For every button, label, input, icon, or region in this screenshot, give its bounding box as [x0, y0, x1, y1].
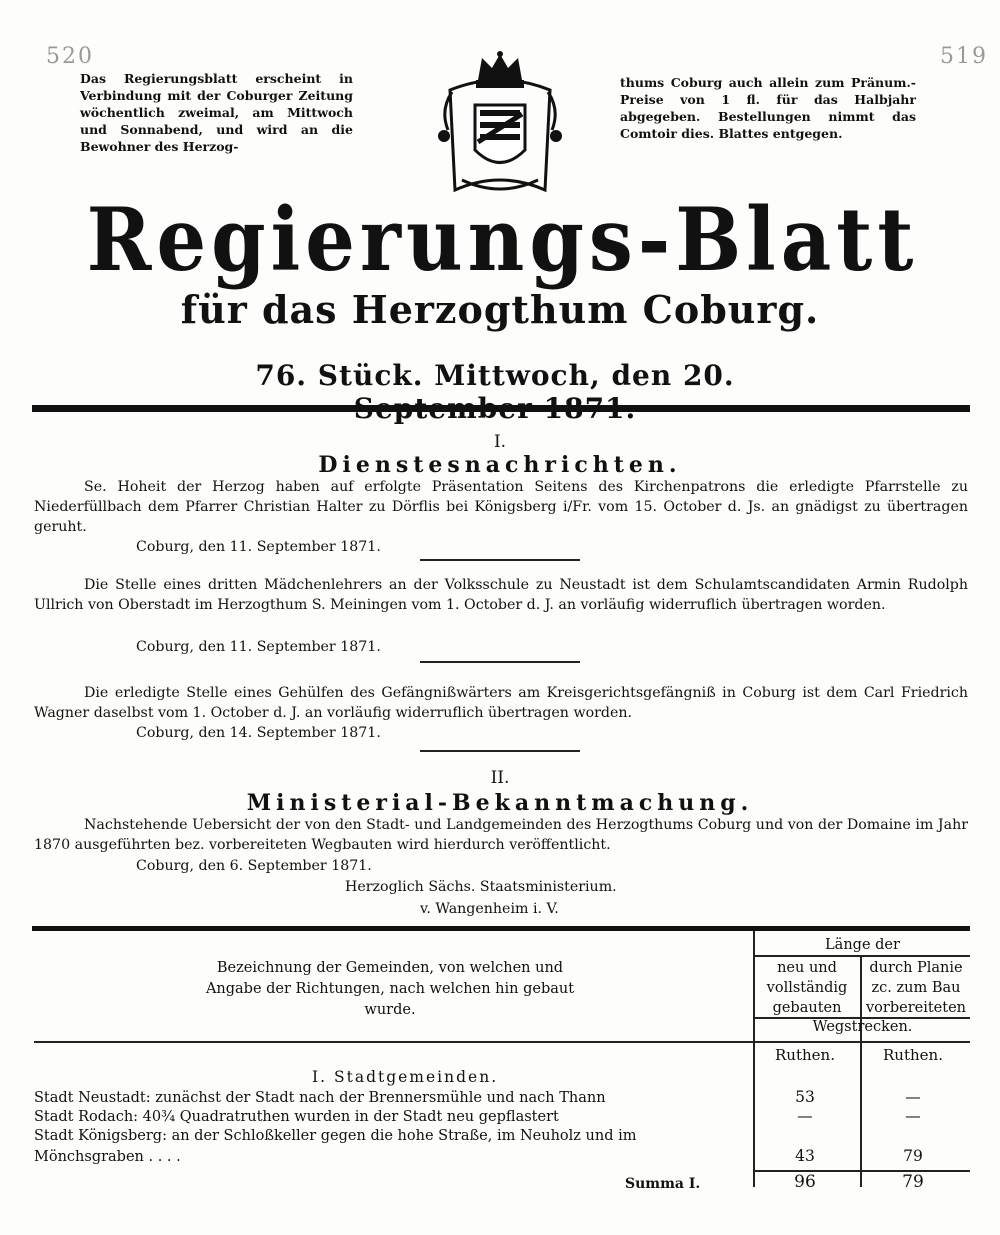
table-sum-prepared: 79 [902, 1172, 924, 1192]
header-note-left: Das Regierungsblatt erscheint in Verbindung mit der Coburger Zeitung wöchentlich zweimal, am Mittwoch und Sonnabend, und wird an die Bewohner des Herzog- [80, 71, 353, 154]
table-group-title: I. Stadtgemeinden. [312, 1068, 499, 1086]
table-cell-built: — [797, 1107, 813, 1125]
table-header-description: Bezeichnung der Gemeinden, von welchen und Angabe der Richtungen, nach welchen hin gebaut wurde. [205, 960, 575, 1018]
table-top-rule [32, 926, 970, 931]
faded-page-number-left: 520 [46, 44, 94, 69]
ministry-signature: Herzoglich Sächs. Staatsministerium. [345, 879, 617, 895]
notice-date-1: Coburg, den 11. September 1871. [136, 539, 381, 555]
table-cell-prepared: — [905, 1107, 921, 1125]
divider [420, 750, 580, 752]
table-sum-label: Summa I. [625, 1176, 701, 1192]
announcement-paragraph: Nachstehende Uebersicht der von den Stadt- und Landgemeinden des Herzogthums Coburg und von der Domaine im Jahr 1870 ausgeführten bez. vorbereiteten Wegbauten wird hierdurch veröffentlicht. [34, 817, 968, 853]
table-row: Stadt Königsberg: an der Schloßkeller gegen die hohe Straße, im Neuholz und im Mönchsgraben . . . . [34, 1128, 637, 1165]
faded-page-number-right: 519 [940, 44, 988, 69]
issue-line: 76. Stück. Mittwoch, den 20. [255, 359, 735, 392]
header-note-right: thums Coburg auch allein zum Pränum.-Preise von 1 fl. für das Halbjahr abgegeben. Bestellungen nimmt das Comtoir dies. Blattes entgegen. [620, 75, 916, 141]
table-cell-built: 53 [795, 1088, 815, 1106]
table-sum-built: 96 [794, 1172, 816, 1192]
table-column-divider [753, 931, 755, 1187]
table-header-group: Länge der [825, 937, 900, 953]
table-row: Stadt Rodach: 40¾ Quadratruthen wurden in der Stadt neu gepflastert [34, 1109, 559, 1125]
divider [420, 661, 580, 663]
notice-paragraph-2: Die Stelle eines dritten Mädchenlehrers an der Volksschule zu Neustadt ist dem Schulamtscandidaten Armin Rudolph Ullrich von Oberstadt im Herzogthum S. Meiningen vom 1. October d. J. an vorläufig widerruflich übertragen worden. [34, 577, 968, 613]
section-number: I. [493, 432, 507, 452]
notice-date-3: Coburg, den 14. September 1871. [136, 725, 381, 741]
ducal-coat-of-arms [430, 50, 570, 200]
table-header-built: neu und vollständig gebauten [766, 960, 848, 1016]
table-header-prepared: durch Planie zc. zum Bau vorbereiteten [865, 960, 967, 1016]
unit-label: Ruthen. [883, 1046, 943, 1064]
table-cell-prepared: — [905, 1088, 921, 1106]
minister-signature: v. Wangenheim i. V. [420, 901, 559, 917]
section-heading: Ministerial-Bekanntmachung. [246, 790, 754, 816]
announcement-date: Coburg, den 6. September 1871. [136, 858, 372, 874]
notice-paragraph-3: Die erledigte Stelle eines Gehülfen des Gefängnißwärters am Kreisgerichtsgefängniß in Coburg ist dem Carl Friedrich Wagner daselbst vom 1. October d. J. an vorläufig widerruflich übertragen worden. [34, 685, 968, 721]
masthead-title: Regierungs-Blatt [86, 189, 919, 292]
table-cell-prepared: 79 [903, 1147, 923, 1165]
table-header-rule [753, 955, 970, 957]
unit-label: Ruthen. [775, 1046, 835, 1064]
notice-date-2: Coburg, den 11. September 1871. [136, 639, 381, 655]
section-number: II. [490, 768, 510, 788]
table-header-footer: Wegstrecken. [812, 1019, 913, 1035]
notice-paragraph-1: Se. Hoheit der Herzog haben auf erfolgte Präsentation Seitens des Kirchenpatrons die erledigte Pfarrstelle zu Niederfüllbach dem Pfarrer Christian Halter zu Dörflis bei Königsberg i/Fr. vom 15. October d. Js. an gnädigst zu übertragen geruht. [34, 479, 968, 535]
table-header-bottom-rule [34, 1041, 970, 1043]
table-row: Stadt Neustadt: zunächst der Stadt nach der Brennersmühle und nach Thann [34, 1090, 606, 1106]
masthead-subtitle: für das Herzogthum Coburg. [180, 287, 820, 332]
masthead-rule [32, 405, 970, 412]
section-heading: Dienstesnachrichten. [318, 452, 682, 478]
divider [420, 559, 580, 561]
table-cell-built: 43 [795, 1147, 815, 1165]
